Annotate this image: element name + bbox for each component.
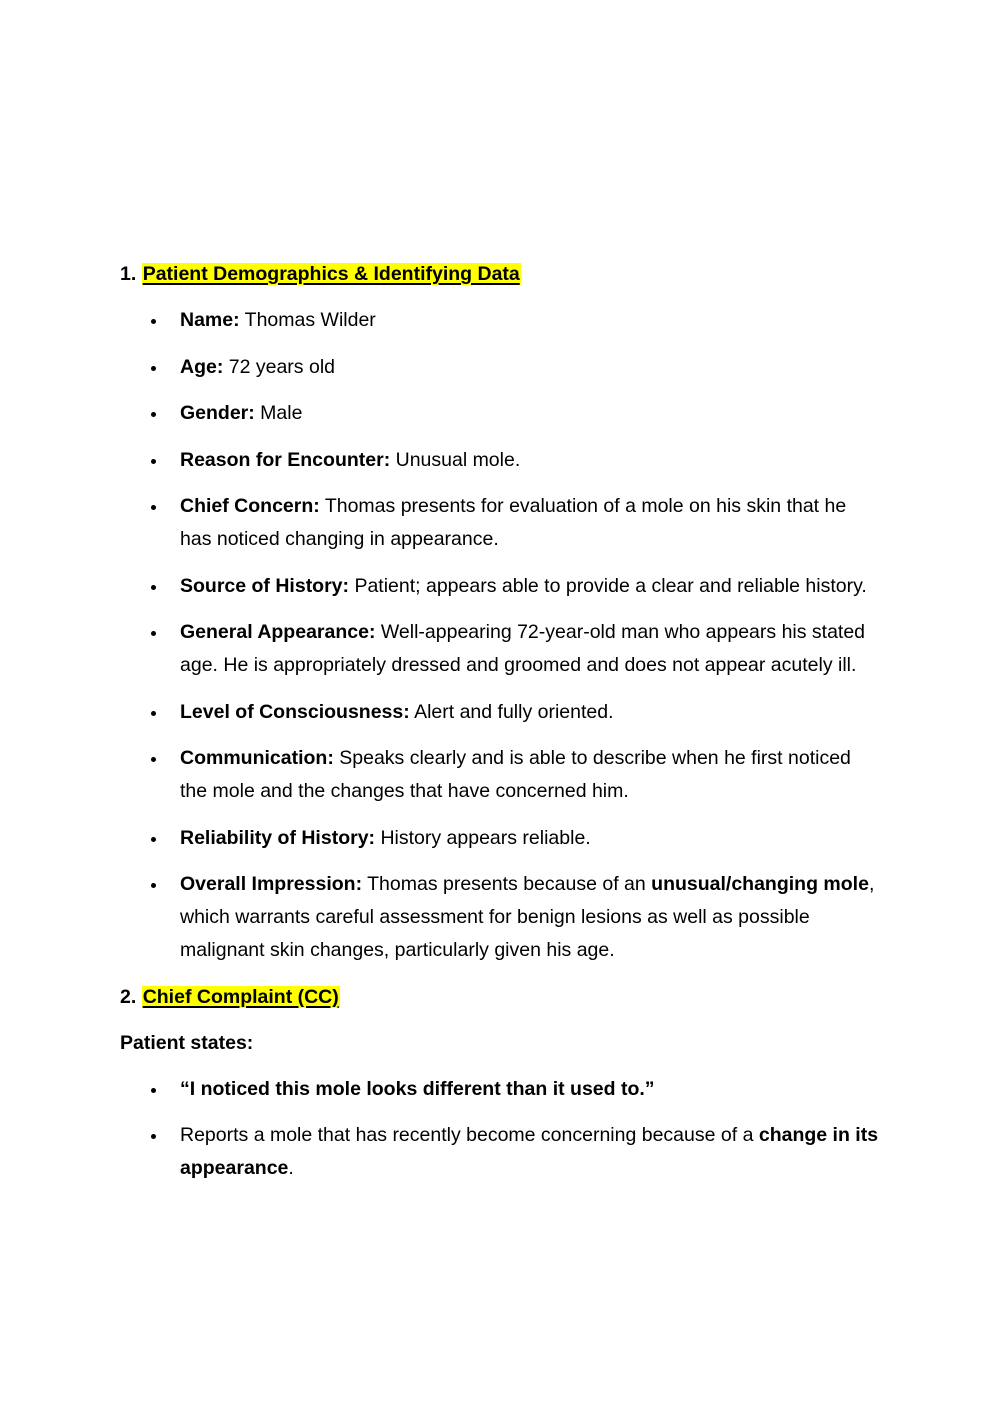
bullet-icon [151, 366, 156, 371]
document-content [120, 258, 880, 1199]
item-text: Thomas presents for evaluation of a mole on his skin that he has noticed changing in appearance. [180, 495, 847, 550]
bullet-icon [151, 1134, 156, 1139]
section-heading-demographics [120, 258, 880, 291]
chief-complaint-list [120, 1073, 880, 1186]
item-label: Age: [180, 355, 224, 378]
list-item-appearance [120, 616, 880, 682]
bullet-icon [151, 883, 156, 888]
patient-quote: “I noticed this mole looks different than it used to.” [180, 1077, 655, 1100]
item-text: Reports a mole that has recently become concerning because of a [180, 1124, 759, 1146]
section-number: 1. [120, 263, 137, 285]
bullet-icon [151, 319, 156, 324]
section-title-highlighted: Patient Demographics & Identifying Data [142, 263, 520, 285]
patient-states-label: Patient states: [120, 1031, 254, 1054]
section-heading-chief-complaint [120, 981, 880, 1014]
item-text: 72 years old [223, 355, 335, 378]
list-item-name [120, 304, 880, 337]
list-item-communication [120, 742, 880, 808]
item-label: Communication: [180, 747, 334, 769]
bullet-icon [151, 757, 156, 762]
item-label: Reliability of History: [180, 826, 376, 849]
item-text: Patient; appears able to provide a clear and reliable history. [349, 574, 867, 597]
list-item-age [120, 351, 880, 384]
list-item-quote [120, 1073, 880, 1106]
list-item-chief-concern [120, 490, 880, 556]
bullet-icon [151, 711, 156, 716]
list-item-consciousness [120, 696, 880, 729]
bullet-icon [151, 412, 156, 417]
item-text: Well-appearing 72-year-old man who appears his stated age. He is appropriately dressed and groomed and does not appear acutely ill. [180, 621, 866, 676]
list-item-report [120, 1119, 880, 1185]
item-label: Level of Consciousness: [180, 700, 410, 723]
list-item-source [120, 570, 880, 603]
bullet-icon [151, 1088, 156, 1093]
bullet-icon [151, 585, 156, 590]
bullet-icon [151, 505, 156, 510]
item-label: Overall Impression: [180, 873, 363, 895]
item-label: Source of History: [180, 574, 350, 597]
item-text: Speaks clearly and is able to describe when he first noticed the mole and the changes that have concerned him. [180, 747, 851, 802]
list-item-reliability [120, 822, 880, 855]
item-text: Male [254, 402, 303, 424]
bullet-icon [151, 837, 156, 842]
bullet-icon [151, 631, 156, 636]
item-emphasis: unusual/changing mole [651, 873, 869, 895]
item-label: Gender: [180, 402, 255, 424]
item-text: Thomas Wilder [239, 309, 376, 331]
bullet-icon [151, 459, 156, 464]
item-text-tail: , which warrants careful assessment for benign lesions as well as possible malignant skin changes, particularly given his age. [180, 873, 875, 961]
section-title-highlighted: Chief Complaint (CC) [142, 985, 339, 1008]
item-text: Thomas presents because of an [362, 873, 652, 895]
list-item-gender [120, 397, 880, 430]
item-label: Reason for Encounter: [180, 448, 391, 471]
item-label: General Appearance: [180, 621, 376, 643]
item-text: History appears reliable. [375, 826, 591, 849]
item-text-tail: . [288, 1157, 294, 1179]
item-label: Chief Concern: [180, 495, 320, 517]
item-text: Alert and fully oriented. [409, 700, 614, 723]
item-label: Name: [180, 309, 240, 331]
list-item-reason [120, 444, 880, 477]
item-text: Unusual mole. [390, 448, 521, 471]
item-emphasis: change in its appearance [180, 1124, 879, 1179]
section-number: 2. [120, 985, 137, 1008]
list-item-overall-impression [120, 868, 880, 967]
demographics-list [120, 304, 880, 967]
